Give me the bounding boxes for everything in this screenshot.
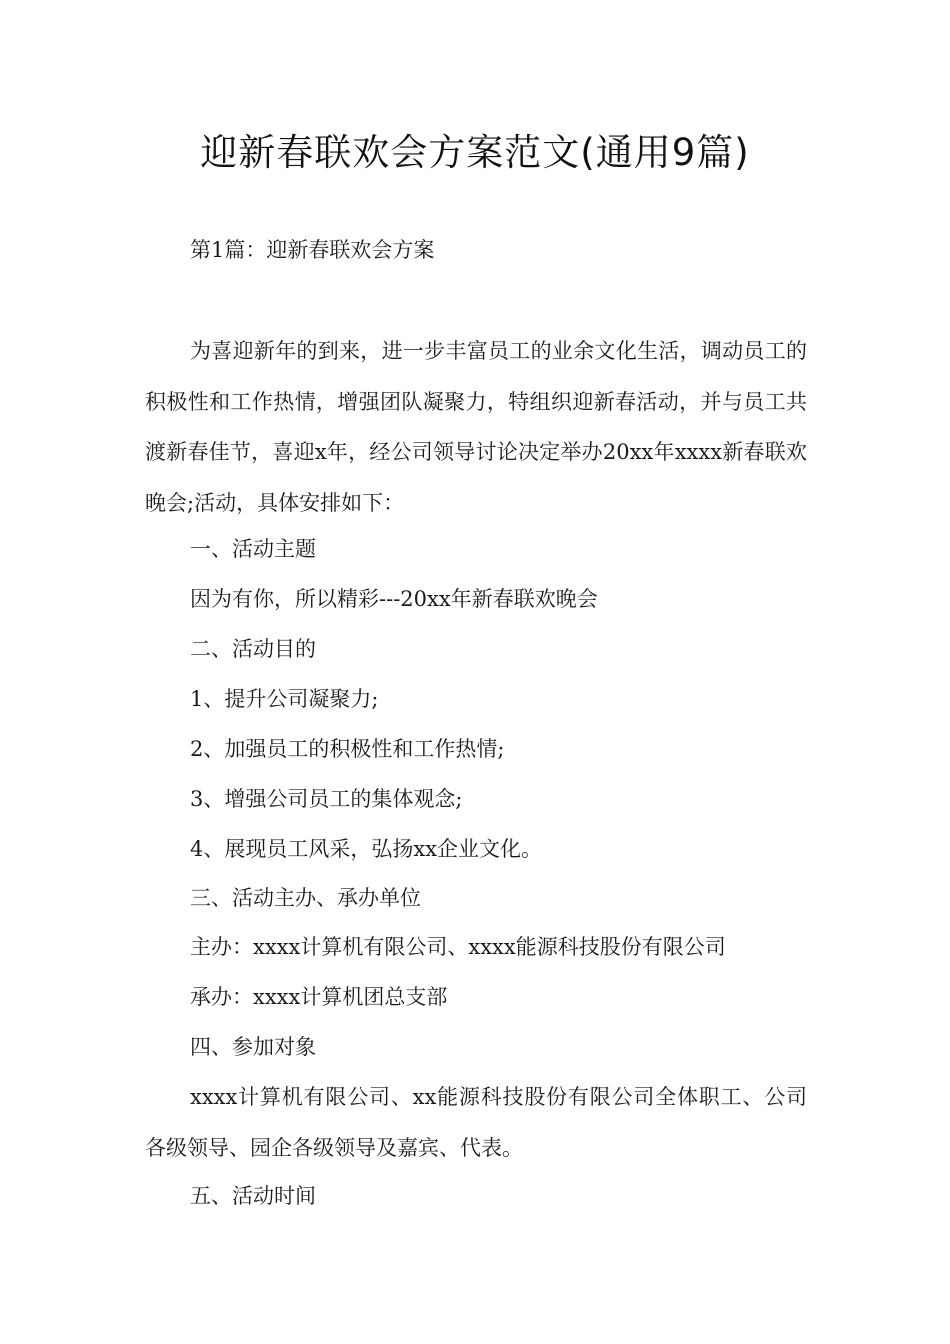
heading-organizers: 三、活动主办、承办单位 [190,886,421,910]
heading-activity-time: 五、活动时间 [190,1184,316,1208]
heading-participants: 四、参加对象 [190,1035,316,1059]
activity-theme-text: 因为有你，所以精彩---20xx年新春联欢晚会 [190,587,598,611]
document-title: 迎新春联欢会方案范文(通用9篇) [200,131,750,174]
section-heading: 第1篇：迎新春联欢会方案 [190,238,435,262]
intro-paragraph: 为喜迎新年的到来，进一步丰富员工的业余文化生活，调动员工的积极性和工作热情，增强团队凝聚力，特组织迎新春活动，并与员工共渡新春佳节，喜迎x年，经公司领导讨论决定举办20xx年xxxx新春联欢晚会;活动，具体安排如下： [145,339,807,515]
heading-activity-theme: 一、活动主题 [190,537,316,561]
purpose-item-1: 1、提升公司凝聚力; [190,687,379,711]
organizer-host: 主办：xxxx计算机有限公司、xxxx能源科技股份有限公司 [190,935,726,959]
participants-paragraph: xxxx计算机有限公司、xx能源科技股份有限公司全体职工、公司各级领导、园企各级领导及嘉宾、代表。 [145,1085,807,1160]
heading-activity-purpose: 二、活动目的 [190,637,316,661]
purpose-item-2: 2、加强员工的积极性和工作热情; [190,737,505,761]
purpose-item-4: 4、展现员工风采，弘扬xx企业文化。 [190,837,543,861]
organizer-undertaker: 承办：xxxx计算机团总支部 [190,985,448,1009]
purpose-item-3: 3、增强公司员工的集体观念; [190,787,463,811]
